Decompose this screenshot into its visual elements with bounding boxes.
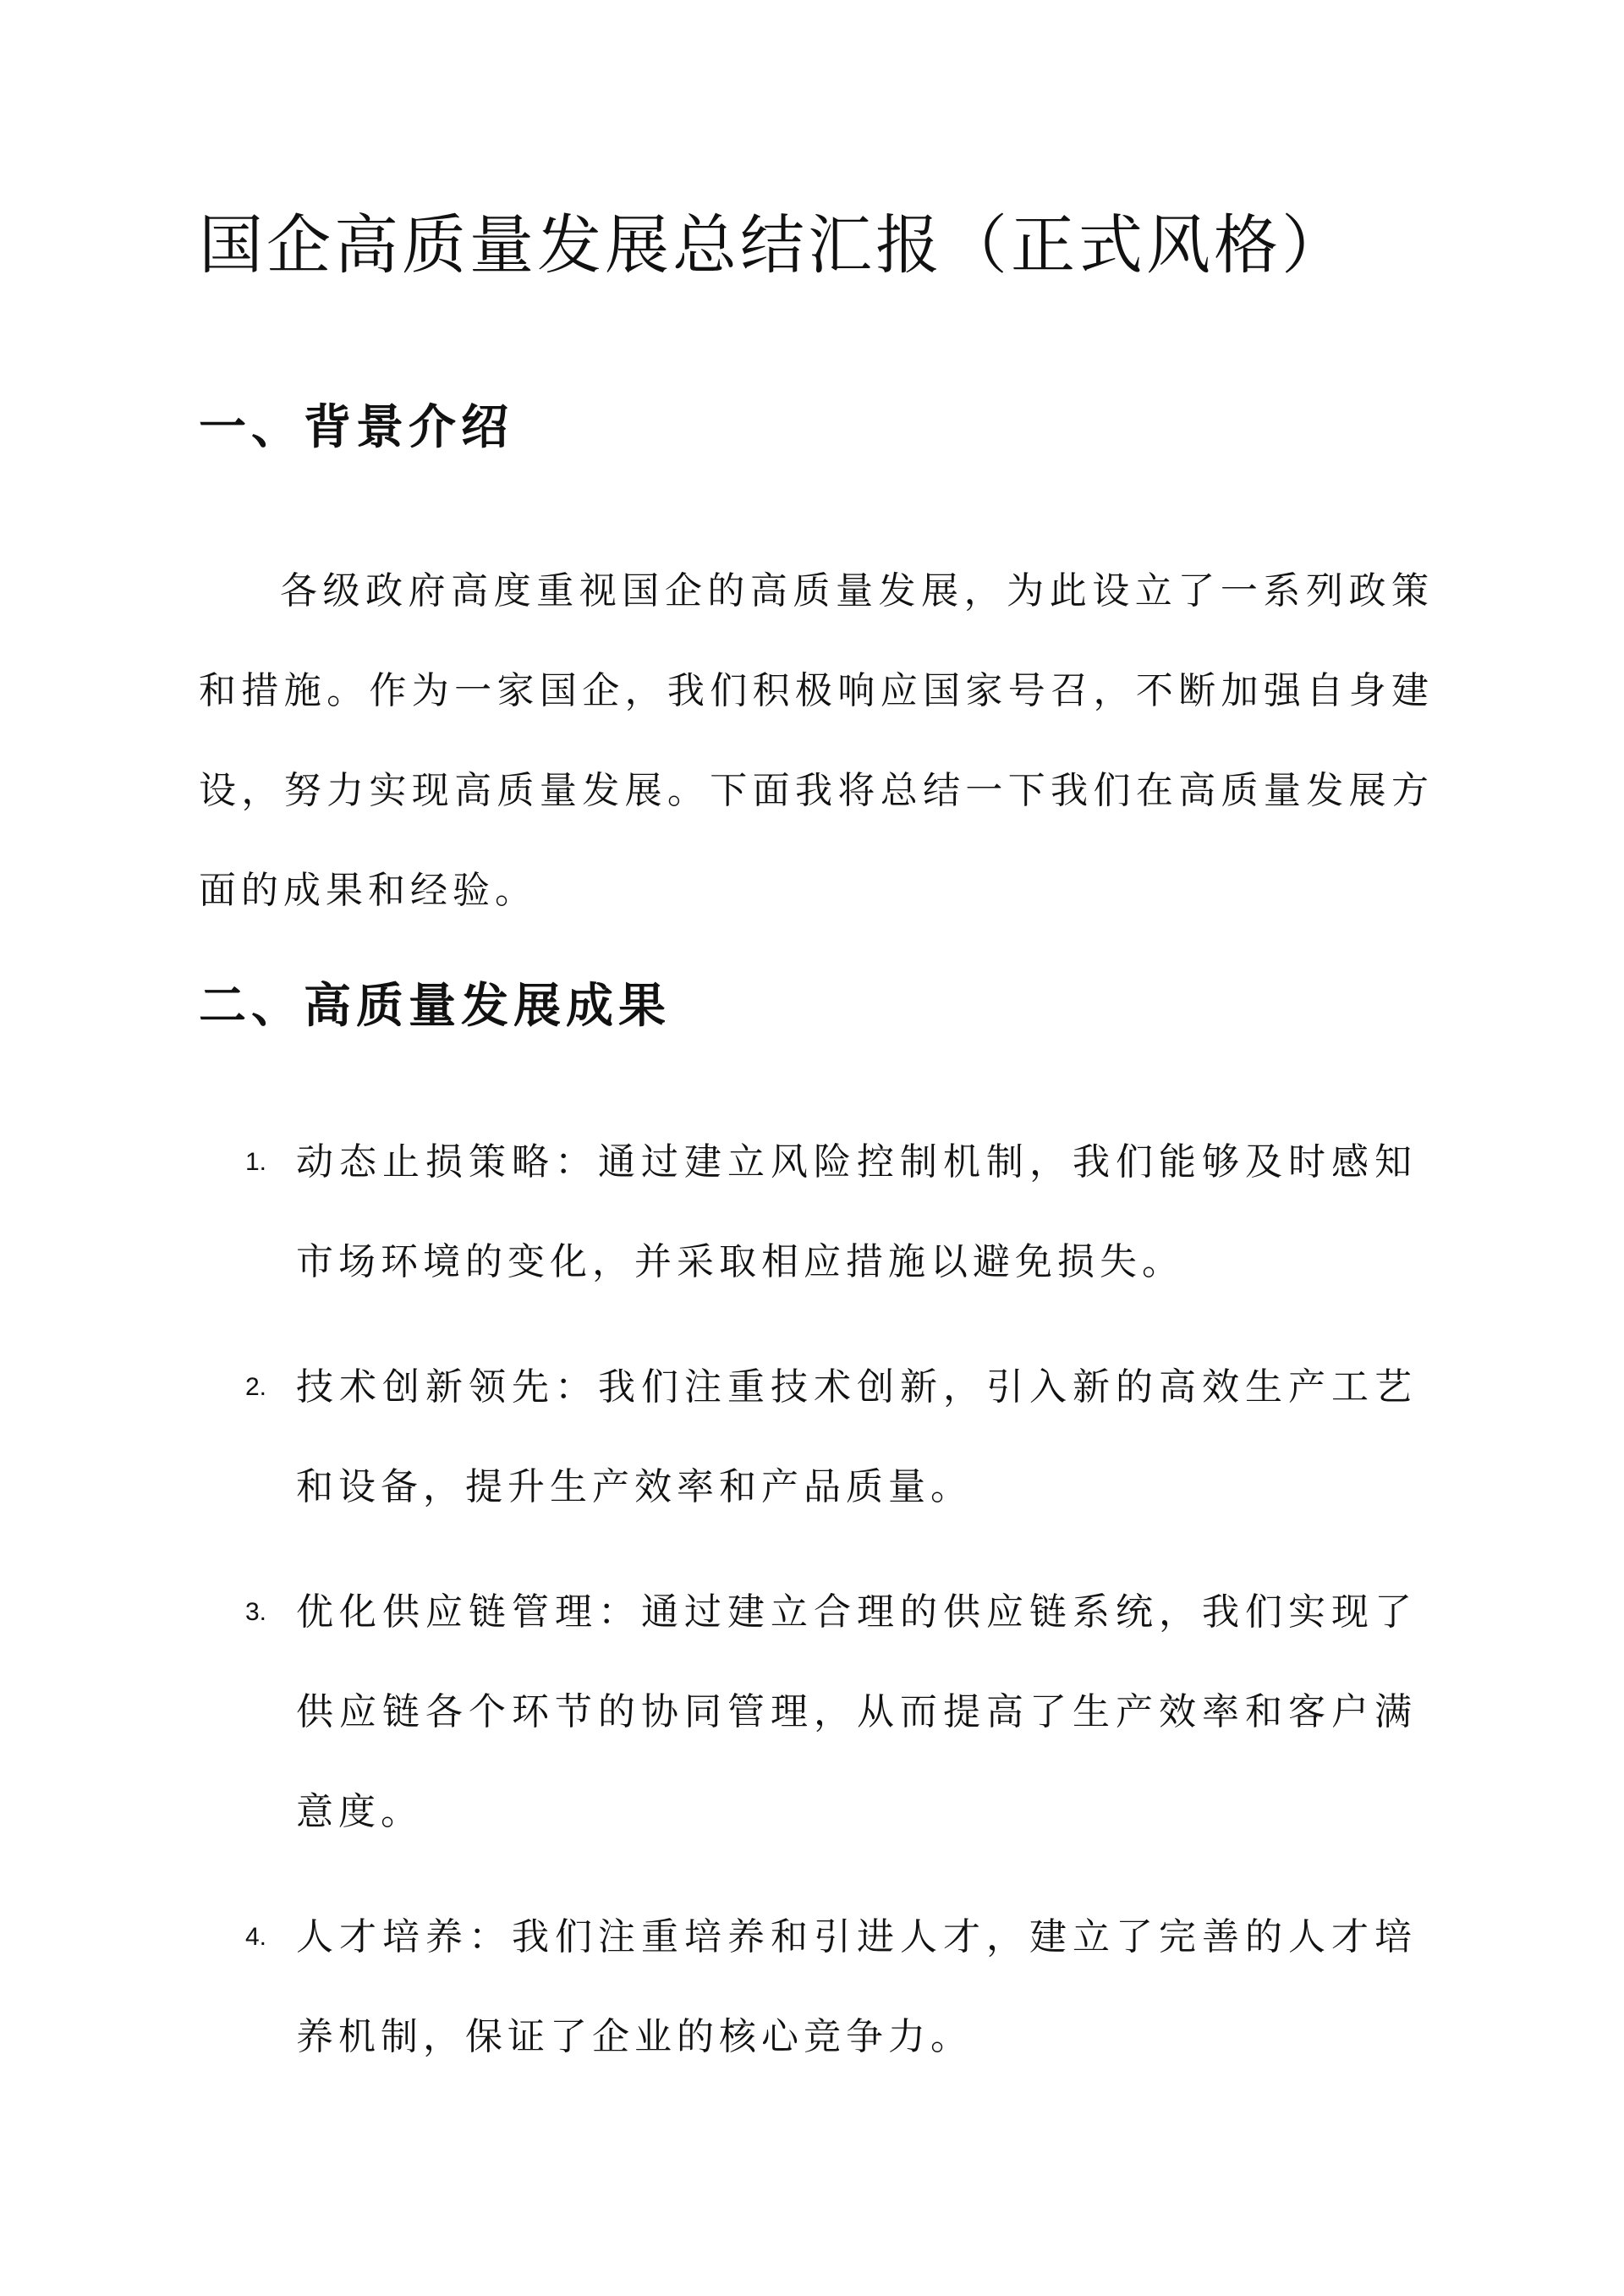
list-item-number: 1. xyxy=(245,1148,267,1176)
list-item-number: 4. xyxy=(245,1923,267,1951)
list-item-number: 3. xyxy=(245,1598,267,1626)
results-list xyxy=(199,1112,1417,2112)
list-item xyxy=(199,1338,1417,1537)
list-item-text: 技术创新领先：我们注重技术创新，引入新的高效生产工艺和设备，提升生产效率和产品质量。 xyxy=(296,1365,1417,1508)
list-item-text: 人才培养：我们注重培养和引进人才，建立了完善的人才培养机制，保证了企业的核心竞争力。 xyxy=(296,1915,1417,2058)
document-title: 国企高质量发展总结汇报（正式风格） xyxy=(199,207,1349,283)
list-item-number: 2. xyxy=(245,1373,267,1401)
list-item xyxy=(199,1887,1417,2087)
list-item-text: 优化供应链管理：通过建立合理的供应链系统，我们实现了供应链各个环节的协同管理，从而提高了生产效率和客户满意度。 xyxy=(296,1590,1417,1833)
section-heading-results: 二、高质量发展成果 xyxy=(199,979,671,1034)
list-item xyxy=(199,1563,1417,1862)
section-heading-background: 一、背景介绍 xyxy=(199,400,513,455)
list-item xyxy=(199,1112,1417,1312)
background-paragraph: 各级政府高度重视国企的高质量发展，为此设立了一系列政策和措施。作为一家国企，我们积极响应国家号召，不断加强自身建设，努力实现高质量发展。下面我将总结一下我们在高质量发展方面的成果和经验。 xyxy=(199,569,1434,912)
list-item-text: 动态止损策略：通过建立风险控制机制，我们能够及时感知市场环境的变化，并采取相应措施以避免损失。 xyxy=(296,1140,1417,1283)
